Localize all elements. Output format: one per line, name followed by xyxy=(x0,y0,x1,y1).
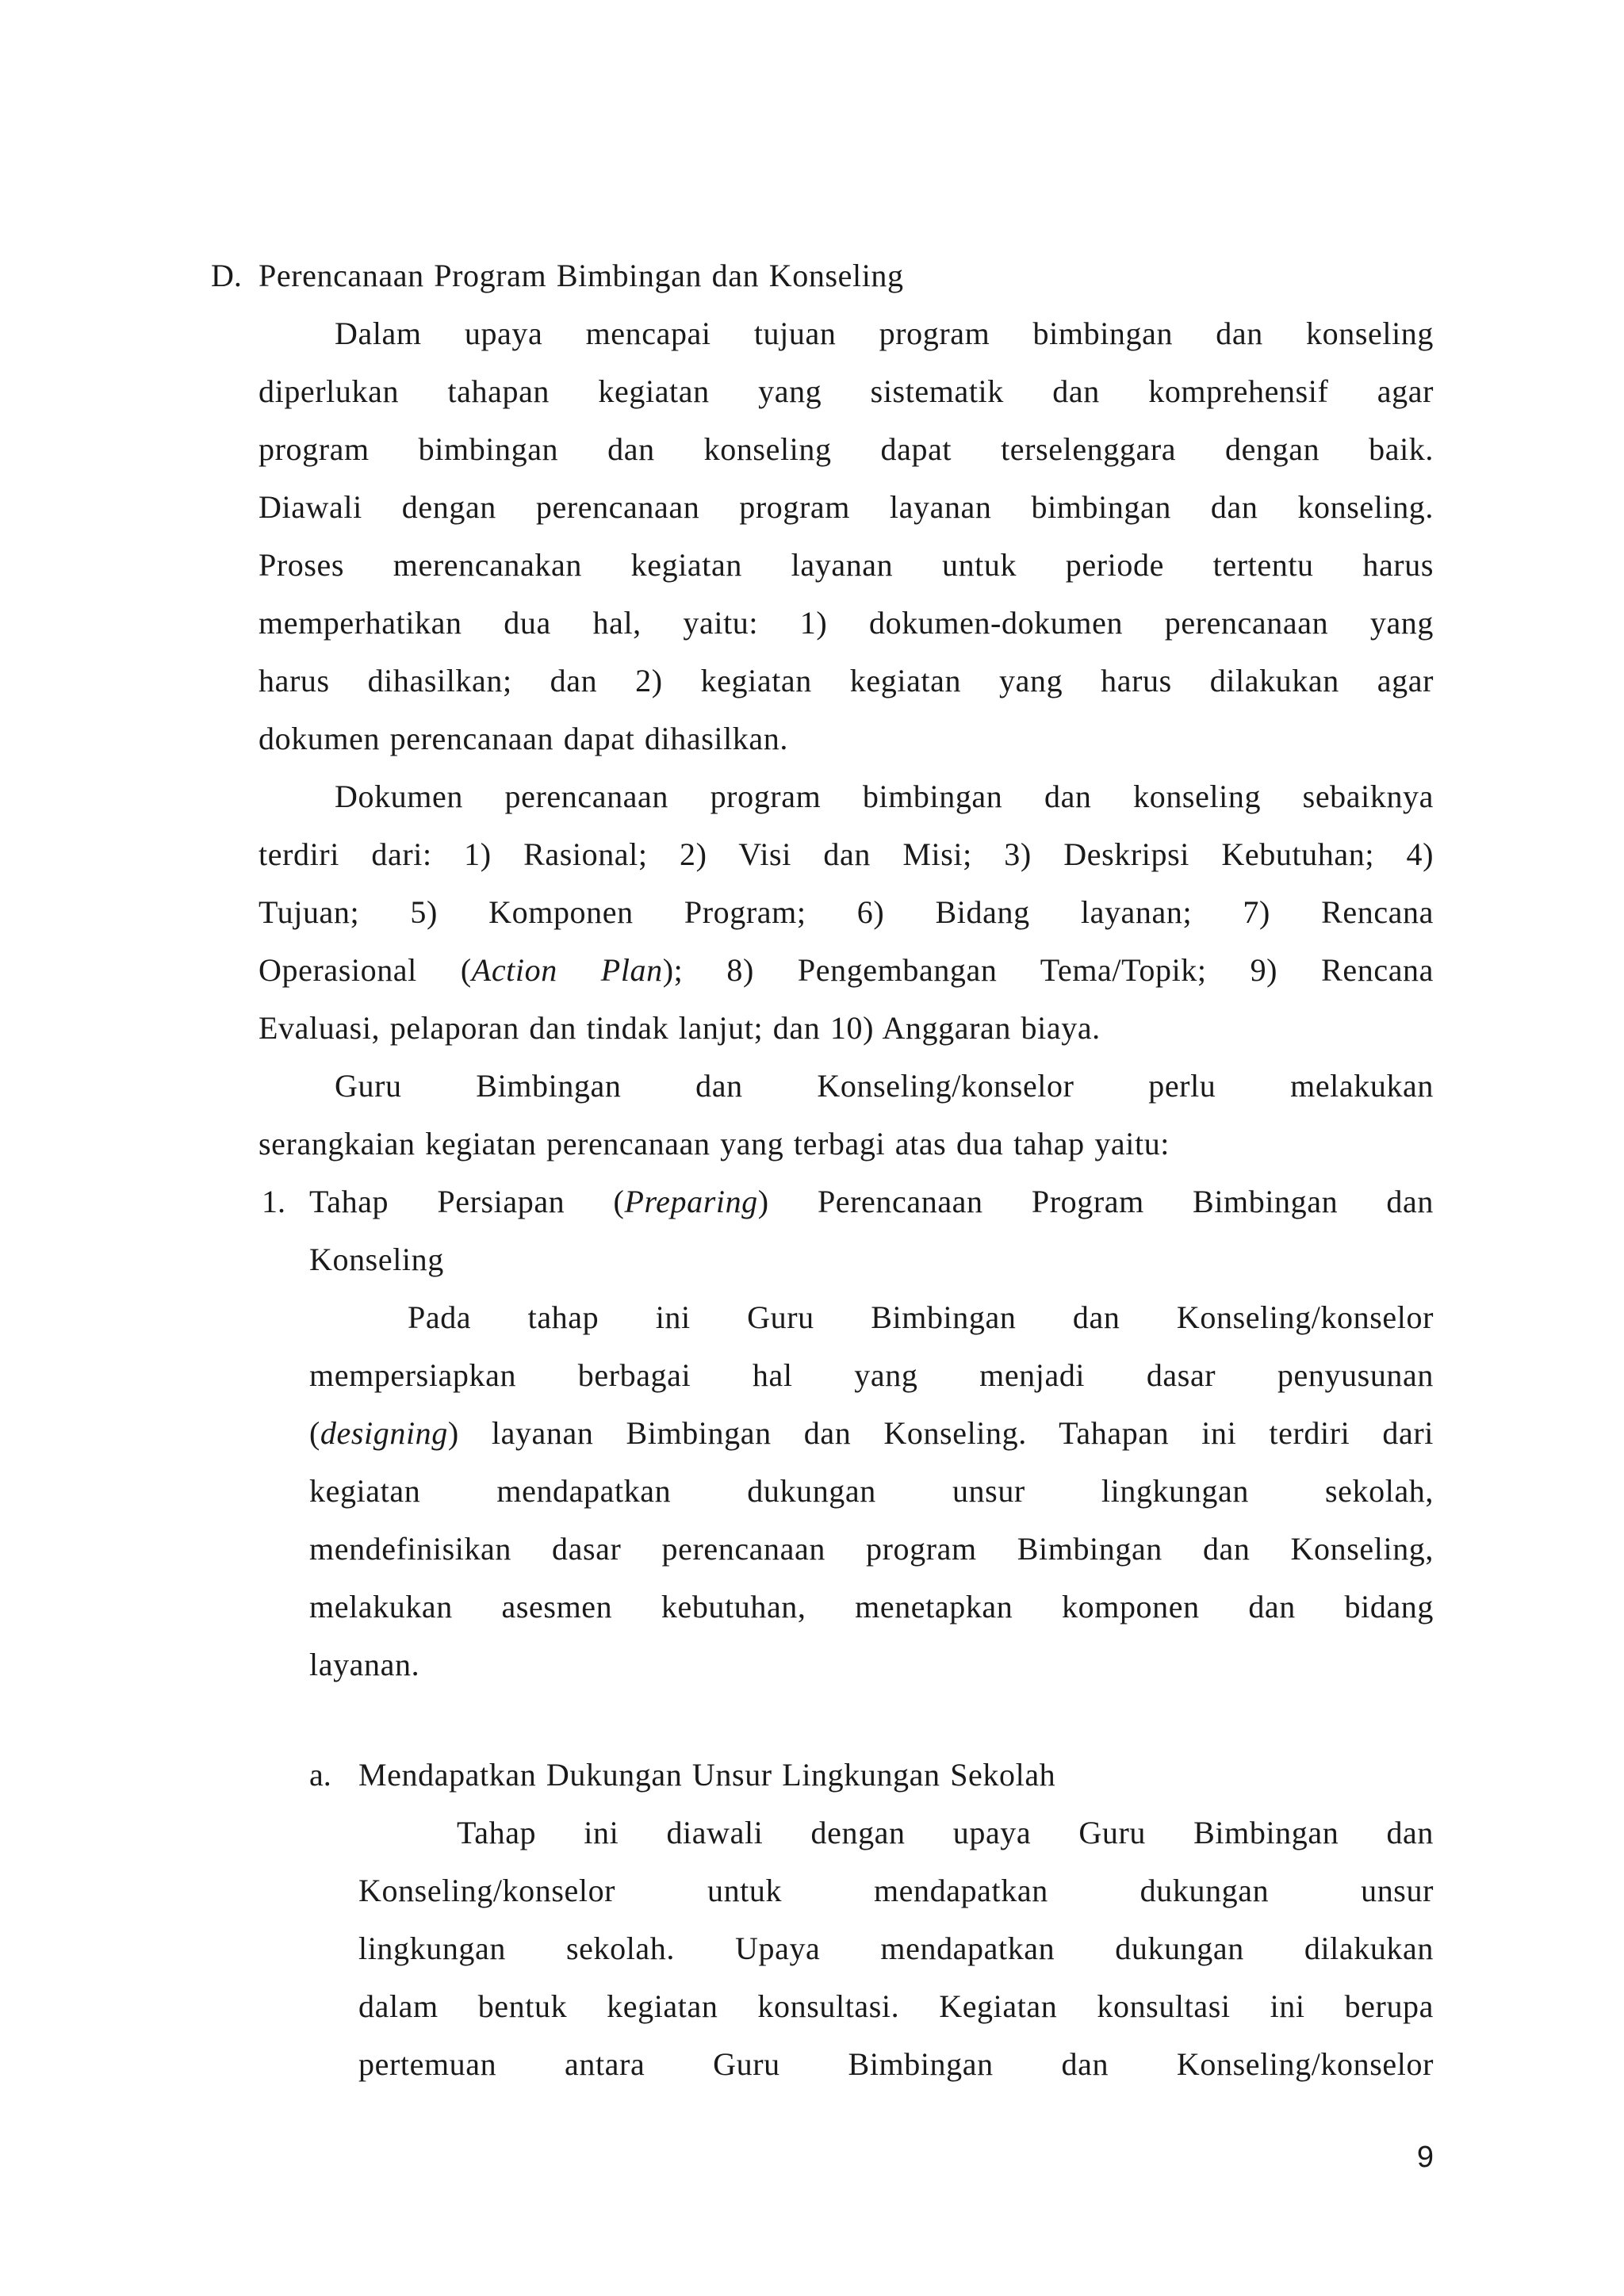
paragraph-line: Guru Bimbingan dan Konseling/konselor perlu melakukan xyxy=(335,1068,1434,1104)
text-run: Operasional ( xyxy=(259,952,472,988)
paragraph-line: Tujuan; 5) Komponen Program; 6) Bidang layanan; 7) Rencana xyxy=(259,894,1434,930)
list-item-title: Konseling xyxy=(309,1242,444,1277)
section-marker: D. xyxy=(211,258,242,293)
paragraph-line: Dalam upaya mencapai tujuan program bimbingan dan konseling xyxy=(335,316,1434,351)
paragraph-line: Konseling/konselor untuk mendapatkan dukungan unsur xyxy=(358,1873,1434,1908)
page-number: 9 xyxy=(1416,2141,1434,2174)
paragraph-line: program bimbingan dan konseling dapat terselenggara dengan baik. xyxy=(259,431,1434,467)
paragraph-line: mendefinisikan dasar perencanaan program Bimbingan dan Konseling, xyxy=(309,1531,1434,1567)
paragraph-line: terdiri dari: 1) Rasional; 2) Visi dan Misi; 3) Deskripsi Kebutuhan; 4) xyxy=(259,836,1434,872)
paragraph-line: Dokumen perencanaan program bimbingan dan konseling sebaiknya xyxy=(335,779,1434,814)
paragraph-line: lingkungan sekolah. Upaya mendapatkan dukungan dilakukan xyxy=(358,1931,1434,1966)
paragraph-line: Pada tahap ini Guru Bimbingan dan Konseling/konselor xyxy=(408,1299,1434,1335)
paragraph-line: memperhatikan dua hal, yaitu: 1) dokumen-dokumen perencanaan yang xyxy=(259,605,1434,641)
paragraph-line: mempersiapkan berbagai hal yang menjadi dasar penyusunan xyxy=(309,1357,1434,1393)
paragraph-line: melakukan asesmen kebutuhan, menetapkan komponen dan bidang xyxy=(309,1589,1434,1624)
paragraph-line xyxy=(259,948,1434,993)
text-run: ) Perencanaan Program Bimbingan dan xyxy=(757,1184,1434,1219)
paragraph-line: harus dihasilkan; dan 2) kegiatan kegiatan yang harus dilakukan agar xyxy=(259,663,1434,698)
list-item-title xyxy=(309,1180,1434,1224)
paragraph-line: dalam bentuk kegiatan konsultasi. Kegiatan konsultasi ini berupa xyxy=(358,1988,1434,2024)
list-marker: a. xyxy=(309,1757,331,1793)
paragraph-line: Proses merencanakan kegiatan layanan untuk periode tertentu harus xyxy=(259,547,1434,583)
list-item-title: Mendapatkan Dukungan Unsur Lingkungan Sekolah xyxy=(358,1757,1056,1793)
paragraph-line: Tahap ini diawali dengan upaya Guru Bimbingan dan xyxy=(457,1815,1434,1850)
italic-term: Action Plan xyxy=(471,952,663,988)
paragraph-line: serangkaian kegiatan perencanaan yang terbagi atas dua tahap yaitu: xyxy=(259,1126,1170,1161)
text-run: ( xyxy=(309,1415,320,1451)
text-run: ) layanan Bimbingan dan Konseling. Tahapan ini terdiri dari xyxy=(447,1415,1434,1451)
italic-term: designing xyxy=(320,1415,448,1451)
paragraph-line: layanan. xyxy=(309,1647,420,1682)
paragraph-line: diperlukan tahapan kegiatan yang sistematik dan komprehensif agar xyxy=(259,373,1434,409)
paragraph-line: Diawali dengan perencanaan program layanan bimbingan dan konseling. xyxy=(259,489,1434,525)
list-marker: 1. xyxy=(262,1184,285,1219)
paragraph-line: dokumen perencanaan dapat dihasilkan. xyxy=(259,721,788,756)
italic-term: Preparing xyxy=(624,1184,758,1219)
text-run: Tahap Persiapan ( xyxy=(309,1184,625,1219)
paragraph-line xyxy=(309,1411,1434,1456)
paragraph-line: pertemuan antara Guru Bimbingan dan Konseling/konselor xyxy=(358,2046,1434,2082)
text-run: ); 8) Pengembangan Tema/Topik; 9) Rencana xyxy=(662,952,1434,988)
section-heading: Perencanaan Program Bimbingan dan Konseling xyxy=(259,258,904,293)
paragraph-line: Evaluasi, pelaporan dan tindak lanjut; dan 10) Anggaran biaya. xyxy=(259,1010,1101,1046)
paragraph-line: kegiatan mendapatkan dukungan unsur lingkungan sekolah, xyxy=(309,1473,1434,1509)
